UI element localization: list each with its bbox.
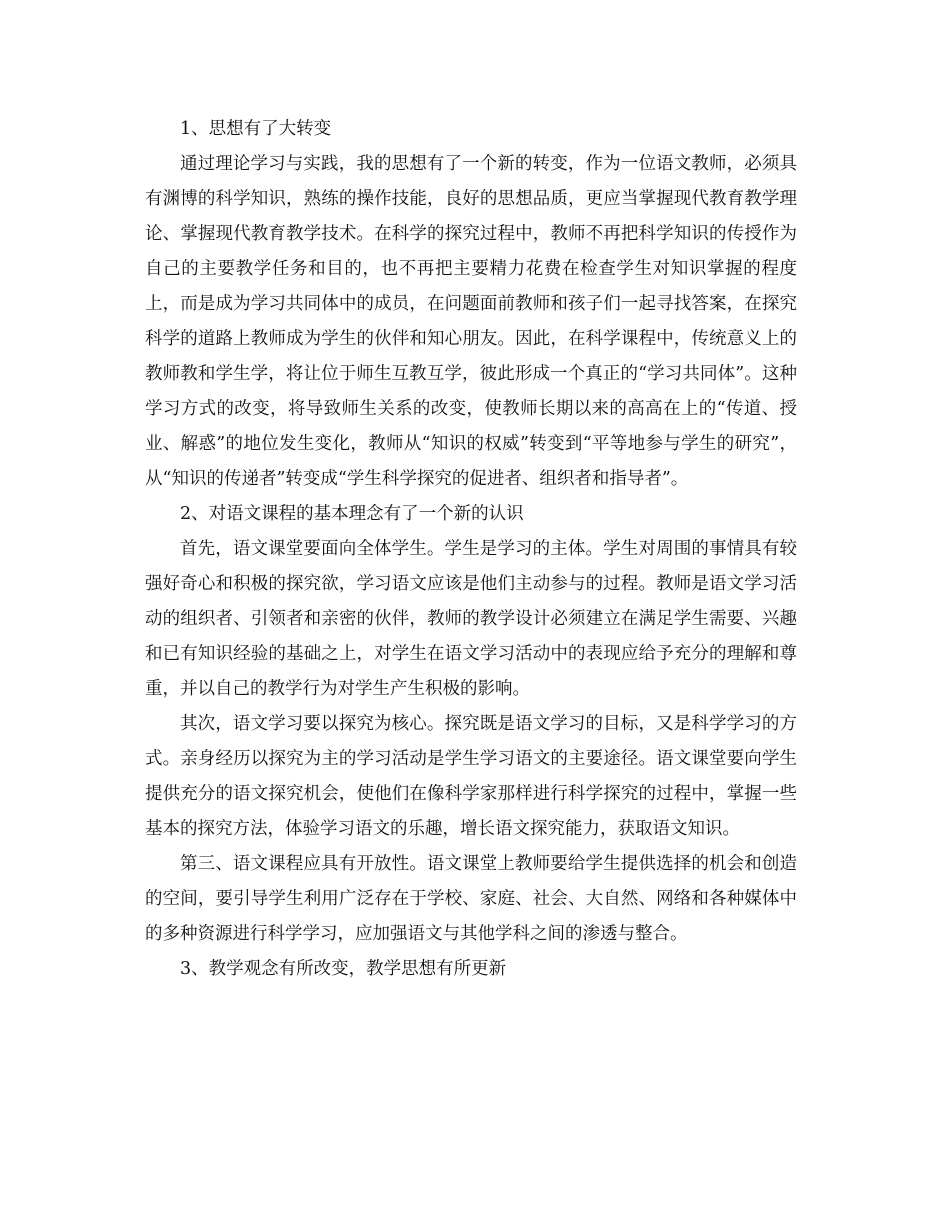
paragraph-4: 第三、语文课程应具有开放性。语文课堂上教师要给学生提供选择的机会和创造的空间，要引导学生利用广泛存在于学校、家庭、社会、大自然、网络和各种媒体中的多种资源进行科学学习，应加强语文与其他学科之间的渗透与整合。 bbox=[145, 854, 797, 944]
paragraph-3: 其次，语文学习要以探究为核心。探究既是语文学习的目标，又是科学学习的方式。亲身经历以探究为主的学习活动是学生学习语文的主要途径。语文课堂要向学生提供充分的语文探究机会，使他们在像科学家那样进行科学探究的过程中，掌握一些基本的探究方法，体验学习语文的乐趣，增长语文探究能力，获取语文知识。 bbox=[145, 714, 797, 839]
paragraph-1: 通过理论学习与实践，我的思想有了一个新的转变，作为一位语文教师，必须具有渊博的科学知识，熟练的操作技能，良好的思想品质，更应当掌握现代教育教学理论、掌握现代教育教学技术。在科学的探究过程中，教师不再把科学知识的传授作为自己的主要教学任务和目的，也不再把主要精力花费在检查学生对知识掌握的程度上，而是成为学习共同体中的成员，在问题面前教师和孩子们一起寻找答案，在探究科学的道路上教师成为学生的伙伴和知心朋友。因此，在科学课程中，传统意义上的教师教和学生学，将让位于师生互教互学，彼此形成一个真正的“学习共同体”。这种学习方式的改变，将导致师生关系的改变，使教师长期以来的高高在上的“传道、授业、解惑”的地位发生变化，教师从“知识的权威”转变到“平等地参与学生的研究”，从“知识的传递者”转变成“学生科学探究的促进者、组织者和指导者”。 bbox=[145, 154, 797, 489]
section-heading-3: 3、教学观念有所改变，教学思想有所更新 bbox=[180, 959, 507, 979]
section-heading-1: 1、思想有了大转变 bbox=[180, 119, 332, 139]
section-heading-2: 2、对语文课程的基本理念有了一个新的认识 bbox=[180, 504, 524, 524]
paragraph-2: 首先，语文课堂要面向全体学生。学生是学习的主体。学生对周围的事情具有较强好奇心和积极的探究欲，学习语文应该是他们主动参与的过程。教师是语文学习活动的组织者、引领者和亲密的伙伴，教师的教学设计必须建立在满足学生需要、兴趣和已有知识经验的基础之上，对学生在语文学习活动中的表现应给予充分的理解和尊重，并以自己的教学行为对学生产生积极的影响。 bbox=[145, 539, 797, 699]
document-page bbox=[145, 112, 797, 987]
